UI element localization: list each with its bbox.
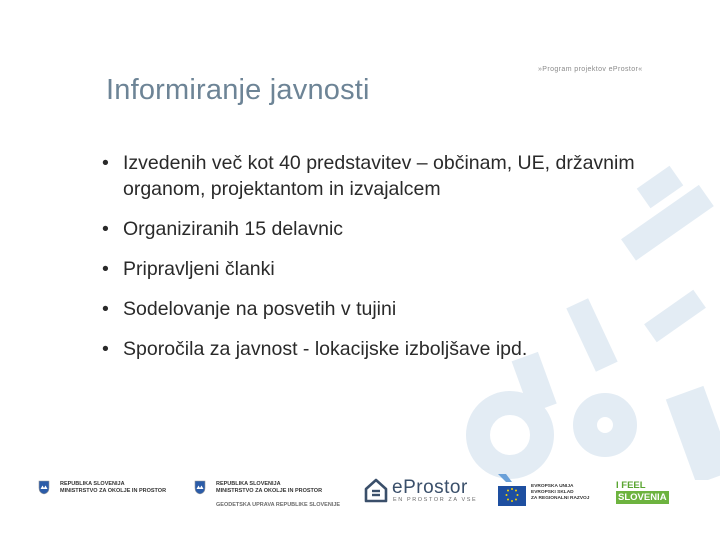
logo-mop-line1: REPUBLIKA SLOVENIJA (60, 481, 125, 487)
logo-i-feel-slovenia (614, 478, 676, 510)
bullet-dot: • (102, 258, 109, 280)
coat-of-arms-icon (38, 480, 50, 495)
page-title: Informiranje javnosti (106, 74, 370, 106)
ifeel-line2: SLOVENIA (618, 492, 667, 503)
bullet-dot: • (102, 298, 109, 320)
bullet-text: Pripravljeni članki (123, 258, 275, 280)
bullet-text: Sodelovanje na posvetih v tujini (123, 298, 397, 320)
ifeel-line1: I FEEL (616, 480, 646, 491)
logo-gurs-line3: GEODETSKA UPRAVA REPUBLIKE SLOVENIJE (216, 502, 341, 508)
bullet-item (100, 336, 660, 362)
program-label: »Program projektov eProstor« (538, 66, 643, 73)
coat-of-arms-icon (194, 480, 206, 495)
logo-mop-line2: MINISTRSTVO ZA OKOLJE IN PROSTOR (60, 488, 167, 494)
eu-flag-icon (498, 474, 526, 508)
bullet-item (100, 296, 660, 322)
bullet-dot: • (102, 338, 109, 360)
watermark-ring (585, 405, 625, 445)
bullet-text: Organiziranih 15 delavnic (123, 218, 344, 240)
watermark-shape (666, 386, 720, 480)
watermark-ring (478, 403, 542, 467)
bullet-text: Izvedenih več kot 40 predstavitev – občinam, UE, državnim organom, projektantom in izvajalcem (123, 152, 635, 200)
logo-gurs-line2: MINISTRSTVO ZA OKOLJE IN PROSTOR (216, 488, 323, 494)
bullet-dot: • (102, 218, 109, 240)
logo-gurs-line1: REPUBLIKA SLOVENIJA (216, 481, 281, 487)
eprostor-name: eProstor (392, 477, 468, 498)
eu-line2: EVROPSKI SKLAD (531, 490, 574, 495)
bullet-dot: • (102, 152, 109, 174)
eprostor-tagline: EN PROSTOR ZA VSE (393, 497, 478, 503)
bullet-list (100, 150, 660, 376)
bullet-item (100, 150, 660, 202)
eu-line3: ZA REGIONALNI RAZVOJ (531, 496, 590, 501)
bullet-text: Sporočila za javnost - lokacijske izboljšave ipd. (123, 338, 528, 360)
bullet-item (100, 216, 660, 242)
eu-line1: EVROPSKA UNIJA (531, 484, 574, 489)
bullet-item (100, 256, 660, 282)
eprostor-house-icon (364, 477, 388, 503)
